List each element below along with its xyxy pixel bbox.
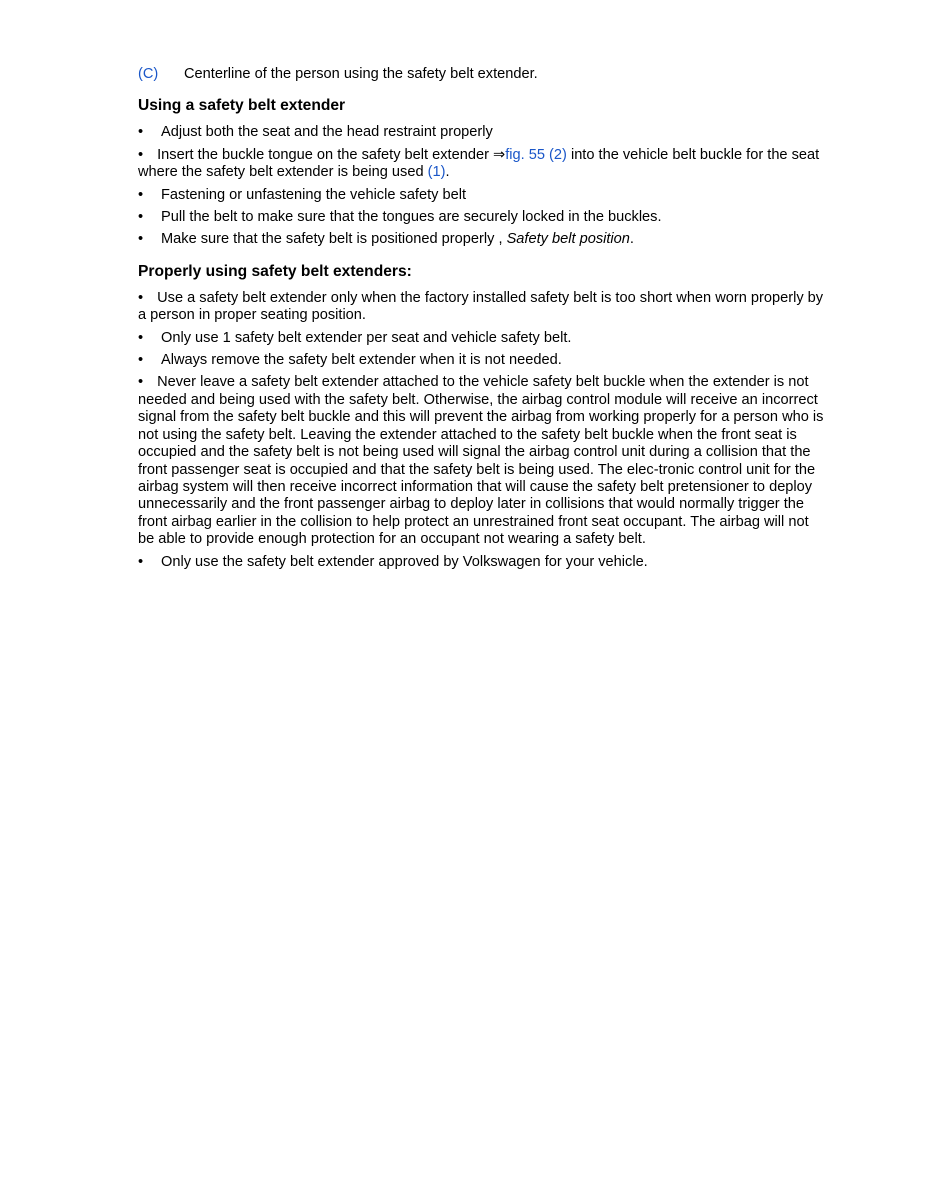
list-item: [138, 124, 828, 141]
bullet-icon: •: [138, 553, 144, 570]
cross-reference: Safety belt position: [506, 231, 630, 248]
list-item: [138, 231, 828, 248]
section-heading-using-extender: Using a safety belt extender: [138, 97, 346, 115]
bullet-icon: •: [138, 352, 144, 369]
figure-legend-c: [138, 66, 828, 83]
list-item-text: .: [629, 231, 634, 248]
list-item: [138, 330, 828, 347]
arrow-icon: ⇒: [493, 146, 506, 163]
list-item: [138, 209, 828, 226]
list-item-text: Insert the buckle tongue on the safety belt extender: [157, 146, 493, 163]
bullet-icon: •: [138, 146, 144, 163]
list-item-text: Pull the belt to make sure that the tongues are securely locked in the buckles.: [161, 209, 662, 226]
bullet-icon: •: [138, 374, 144, 391]
legend-text: Centerline of the person using the safety belt extender.: [184, 66, 538, 82]
list-item-text: Only use the safety belt extender approved by Volkswagen for your vehicle.: [161, 553, 648, 570]
list-item: [138, 290, 828, 325]
list-item: [138, 374, 828, 548]
list-item: [138, 187, 828, 204]
legend-key: (C): [138, 66, 159, 82]
callout-link[interactable]: (1): [427, 164, 446, 181]
list-item-text: Adjust both the seat and the head restraint properly: [161, 124, 493, 141]
list-item-text: .: [445, 164, 450, 181]
list-item-text: Always remove the safety belt extender when it is not needed.: [161, 352, 562, 369]
bullet-icon: •: [138, 186, 144, 203]
list-item-text: Only use 1 safety belt extender per seat and vehicle safety belt.: [161, 329, 572, 346]
list-item-text: Never leave a safety belt extender attached to the vehicle safety belt buckle when the extender is not needed and being used with the safety belt. Otherwise, the airbag control module will receive an incorrect signal from the safety belt buckle and this will prevent the airbag from working properly for a person who is not using the safety belt. Leaving the extender attached to the safety belt buckle when the front seat is occupied and the safety belt is not being used will signal the airbag control unit during a collision that the front passenger seat is occupied and that the safety belt is being used. The elec-tronic control unit for the airbag system will then receive incorrect information that will cause the safety belt pretensioner to deploy unnecessarily and the front passenger airbag to deploy later in collisions that would normally trigger the front airbag earlier in the collision to help protect an unrestrained front seat occupant. The airbag will not be able to provide enough protection for an occupant not wearing a safety belt.: [138, 374, 824, 548]
list-item: [138, 554, 828, 571]
list-item-text: Make sure that the safety belt is positioned properly ,: [161, 231, 507, 248]
list-item-text: into the vehicle belt buckle for the seat where the safety belt extender is being used: [138, 146, 820, 181]
list-item-text: Fastening or unfastening the vehicle safety belt: [161, 186, 467, 203]
page-content: [138, 66, 828, 576]
list-item-text: Use a safety belt extender only when the factory installed safety belt is too short when worn properly by a person in proper seating position.: [138, 289, 824, 324]
list-item: [138, 352, 828, 369]
bullet-icon: •: [138, 209, 144, 226]
section-heading-properly-using: Properly using safety belt extenders:: [138, 262, 412, 280]
figure-link[interactable]: fig. 55 (2): [505, 146, 567, 163]
bullet-icon: •: [138, 329, 144, 346]
list-item: [138, 147, 828, 182]
bullet-icon: •: [138, 231, 144, 248]
bullet-icon: •: [138, 124, 144, 141]
bullet-icon: •: [138, 289, 144, 306]
